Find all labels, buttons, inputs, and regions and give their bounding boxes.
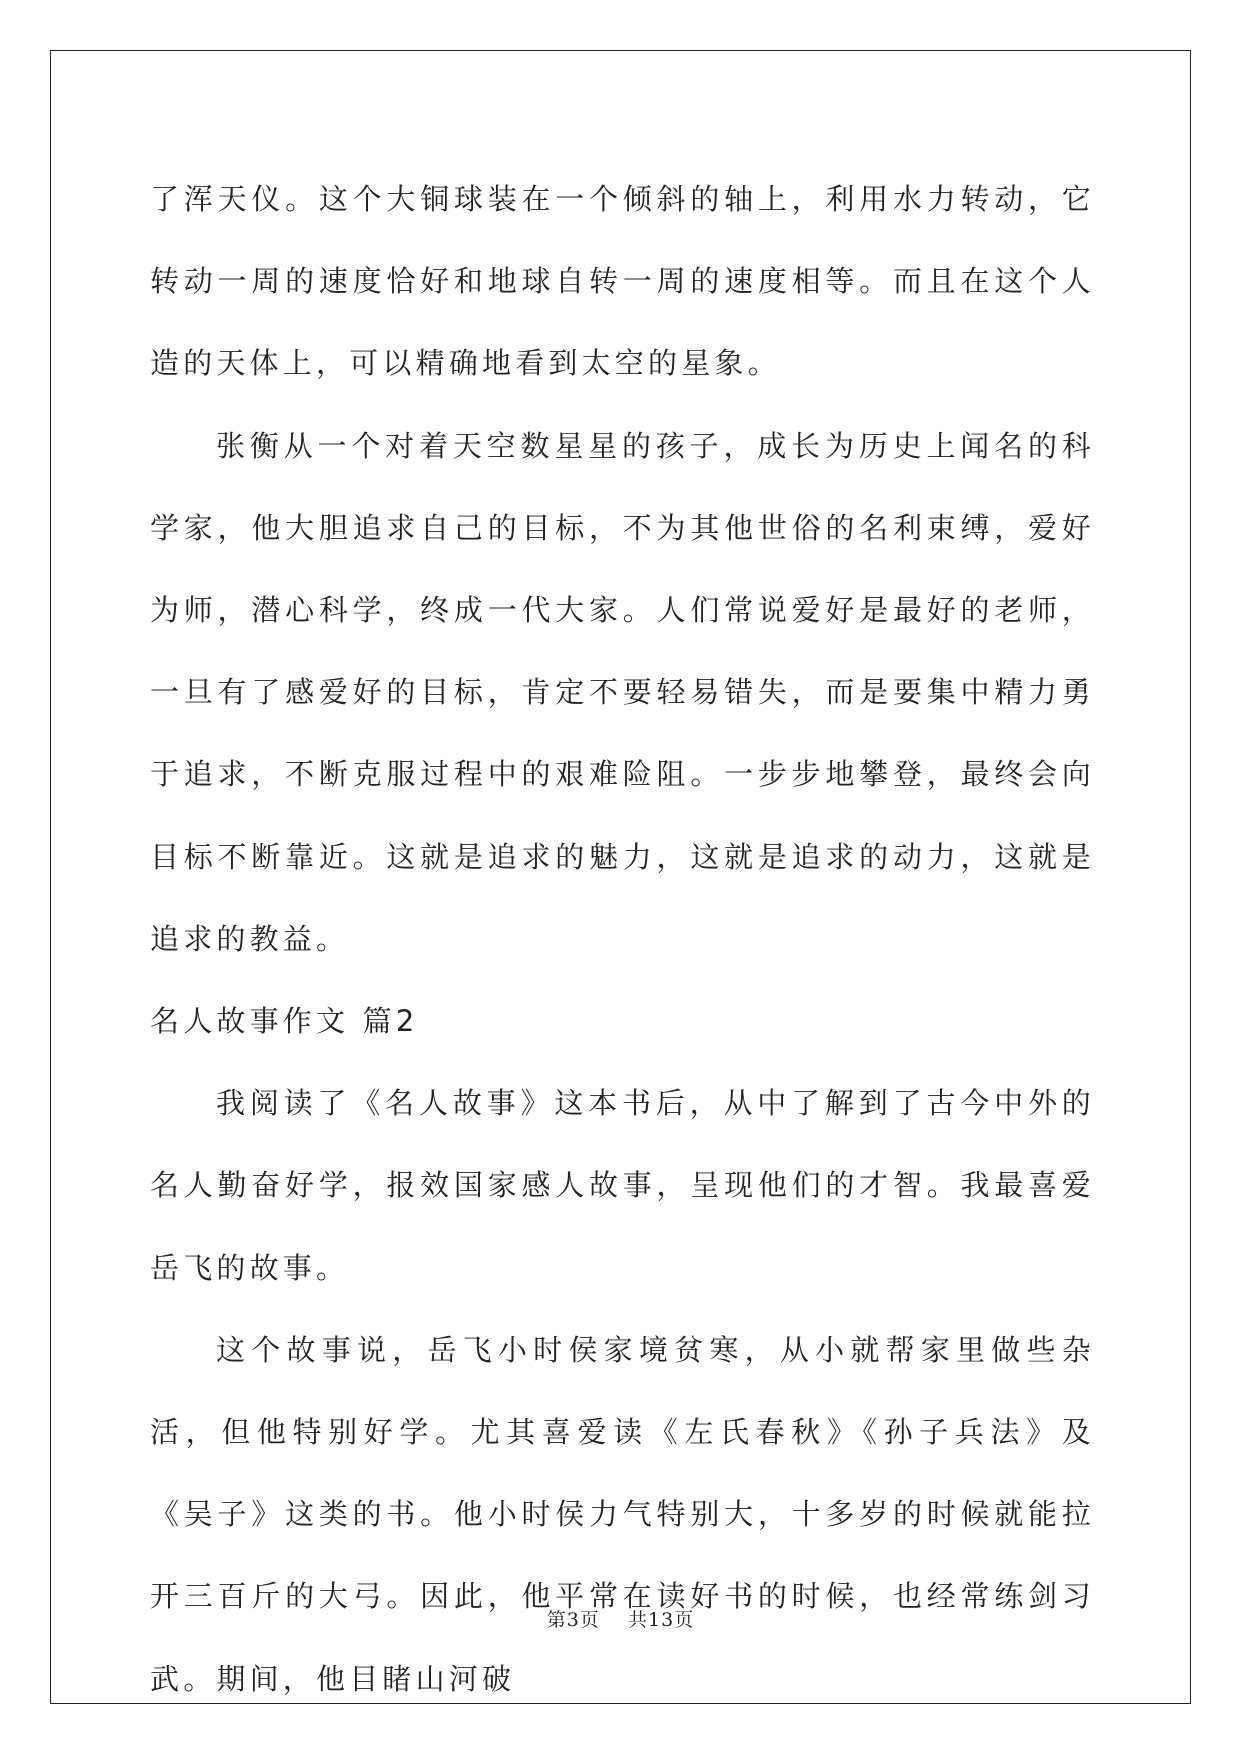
section-heading: 名人故事作文 篇2 [150,1004,419,1039]
page-total: 共13页 [628,1609,695,1631]
paragraph-yuefei-story: 这个故事说，岳飞小时侯家境贫寒，从小就帮家里做些杂活，但他特别好学。尤其喜爱读《左氏春秋》《孙子兵法》及《吴子》这类的书。他小时侯力气特别大，十多岁的时候就能拉开三百斤的大弓。因此，他平常在读好书的时候，也经常练剑习武。期间，他目睹山河破 [150,1332,1095,1696]
paragraph-zhangheng-conclusion: 张衡从一个对着天空数星星的孩子，成长为历史上闻名的科学家，他大胆追求自己的目标，不为其他世俗的名利束缚，爱好为师，潜心科学，终成一代大家。人们常说爱好是最好的老师，一旦有了感爱好的目标，肯定不要轻易错失，而是要集中精力勇于追求，不断克服过程中的艰难险阻。一步步地攀登，最终会向目标不断靠近。这就是追求的魅力，这就是追求的动力，这就是追求的教益。 [150,428,1095,956]
paragraph-continued: 了浑天仪。这个大铜球装在一个倾斜的轴上，利用水力转动，它转动一周的速度恰好和地球自转一周的速度相等。而且在这个人造的天体上，可以精确地看到太空的星象。 [150,182,1095,381]
paragraph-intro: 我阅读了《名人故事》这本书后，从中了解到了古今中外的名人勤奋好学，报效国家感人故事，呈现他们的才智。我最喜爱岳飞的故事。 [150,1086,1095,1285]
document-body [150,158,1095,1720]
page-number: 第3页 [546,1609,600,1631]
page-footer [0,1605,1241,1632]
